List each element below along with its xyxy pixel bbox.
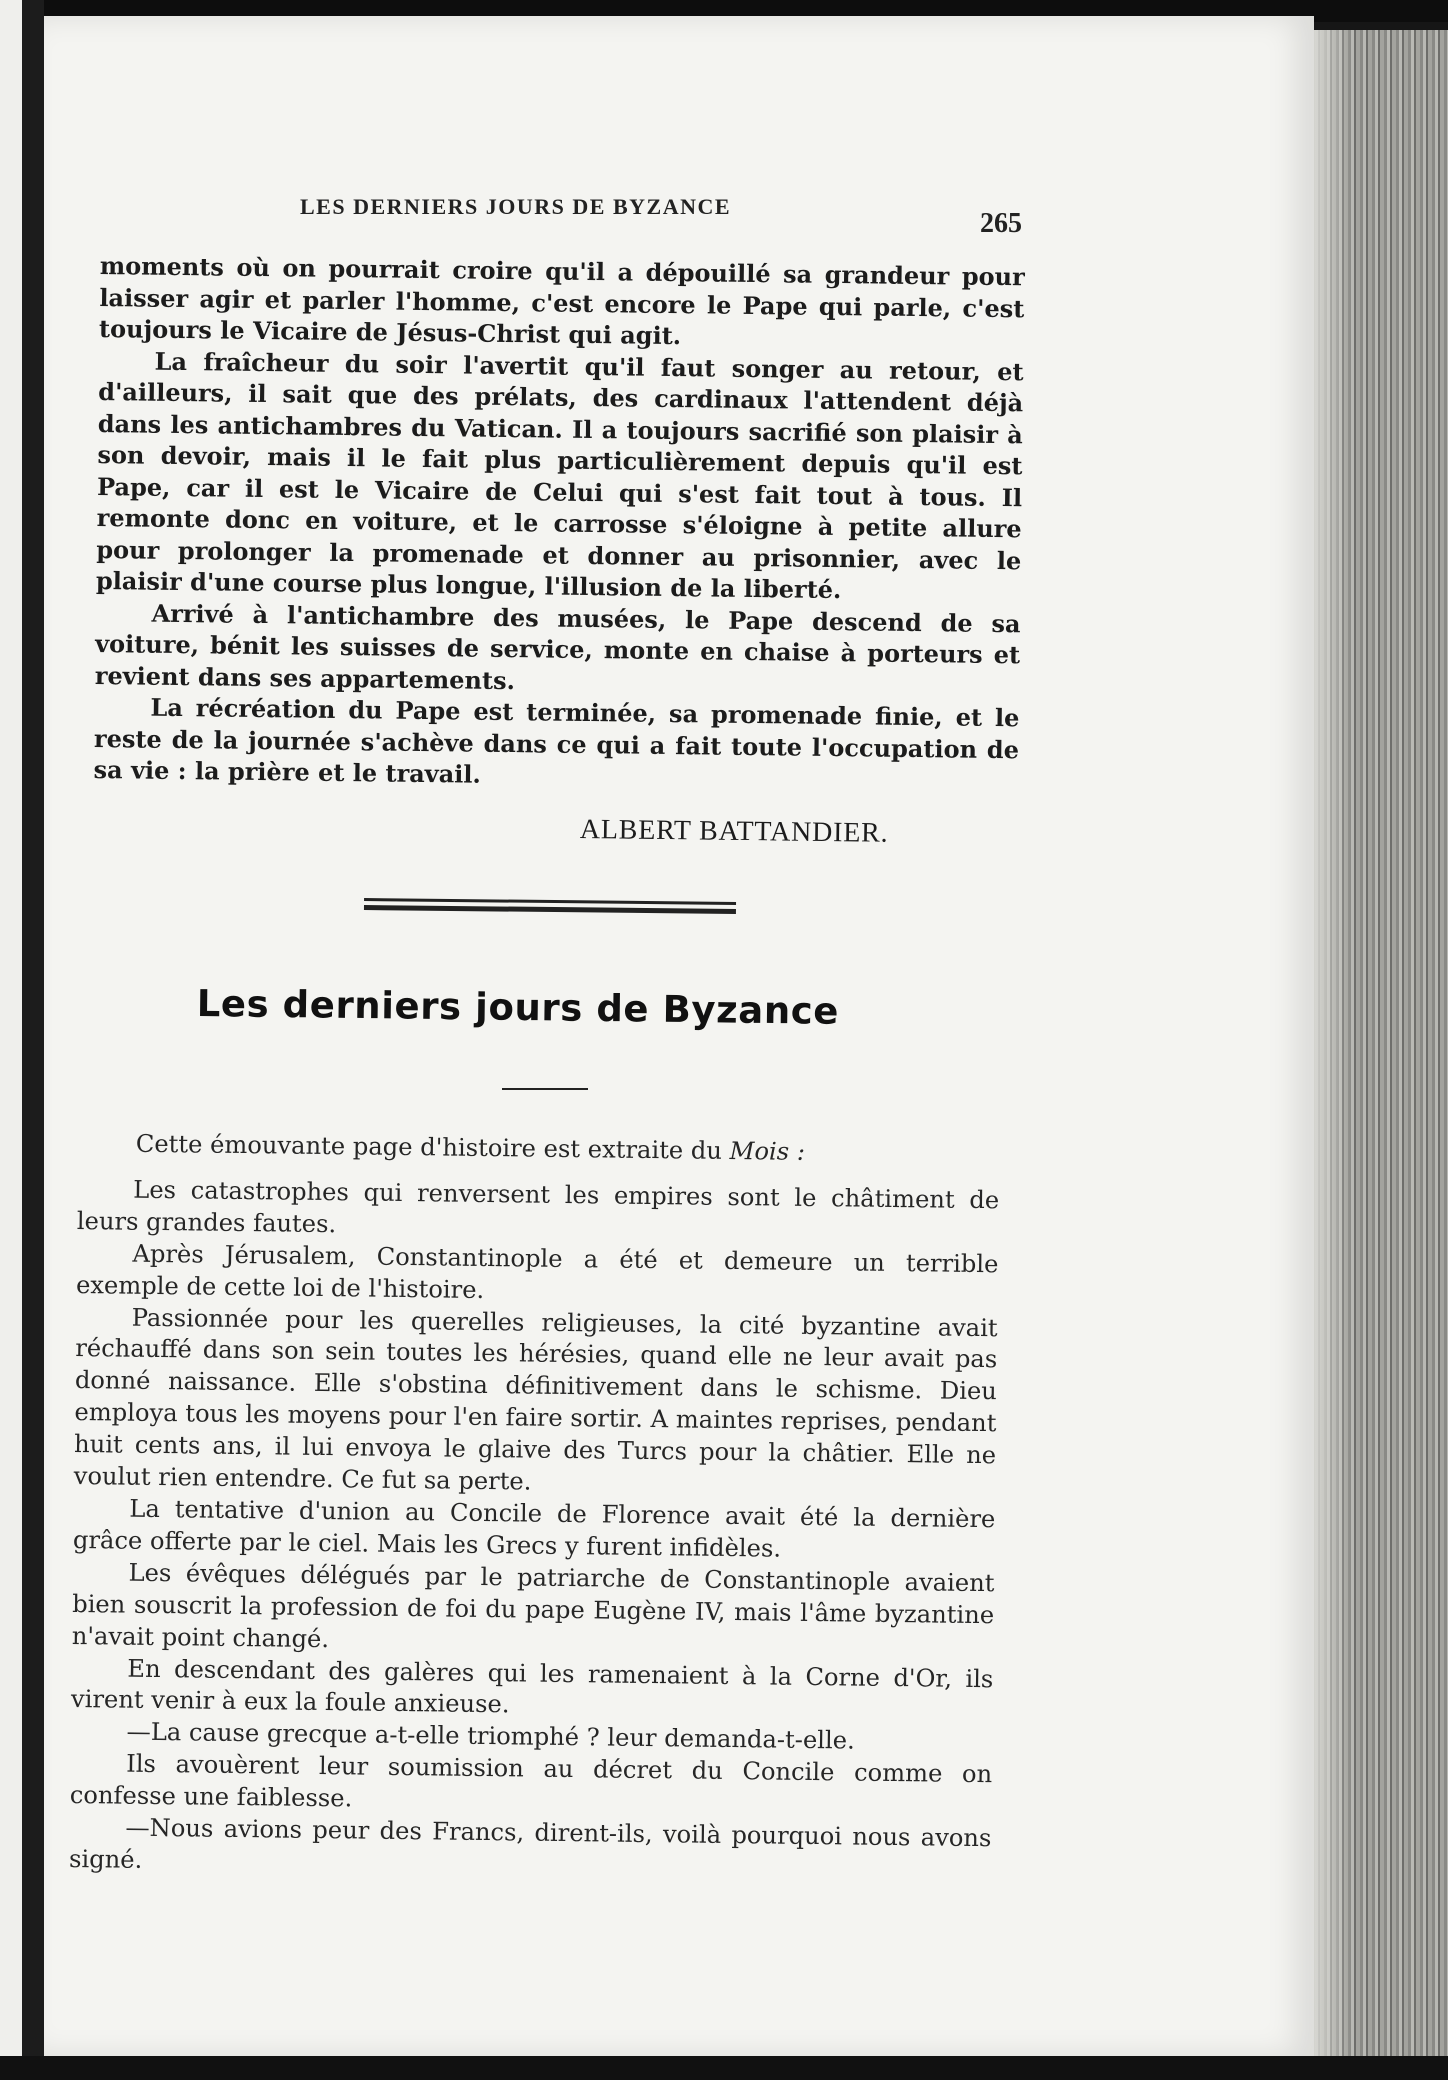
paragraph: Ils avouèrent leur soumission au décret du Concile comme on confesse une faiblesse.	[69, 1749, 993, 1813]
left-page-edge	[0, 0, 44, 2080]
paragraph: —Nous avions peur des Francs, dirent-ils, voilà pourquoi nous avons signé.	[68, 1813, 992, 1874]
paragraph: Les catastrophes qui renversent les empires sont le châtiment de leurs grandes fautes.	[76, 1175, 1000, 1238]
intro-source: Mois :	[729, 1136, 806, 1166]
paragraph: Les évêques délégués par le patriarche de Constantinople avaient bien souscrit la profession de foi du pape Eugène IV, mais l'âme byzantine n'avait point changé.	[71, 1558, 995, 1653]
page-number: 265	[980, 208, 1022, 239]
article-title: Les derniers jours de Byzance	[196, 982, 840, 1033]
paragraph: —La cause grecque a-t-elle triomphé ? leur demanda-t-elle.	[126, 1717, 855, 1755]
paragraph: moments où on pourrait croire qu'il a dépouillé sa grandeur pour laisser agir et parler l'homme, c'est encore le Pape qui parle, c'est toujours le Vicaire de Jésus-Christ qui agit.	[98, 250, 1025, 351]
author-signature: ALBERT BATTANDIER.	[579, 814, 889, 849]
paragraph: La tentative d'union au Concile de Florence avait été la dernière grâce offerte par le ciel. Mais les Grecs y furent infidèles.	[72, 1494, 996, 1563]
intro-text: Cette émouvante page d'histoire est extraite du	[135, 1129, 723, 1165]
paragraph: En descendant des galères qui les ramenaient à la Corne d'Or, ils virent venir à eux la foule anxieuse.	[70, 1654, 994, 1719]
previous-article-text	[93, 250, 1024, 797]
bottom-shadow-edge	[0, 2056, 1448, 2080]
title-underline	[502, 1088, 588, 1090]
paragraph: Passionnée pour les querelles religieuses, la cité byzantine avait réchauffé dans son sein toutes les hérésies, quand elle ne leur avait pas donné naissance. Elle s'obstina définitivement dans le schisme. Dieu employa tous les moyens pour l'en faire sortir. A maintes reprises, pendant huit cents ans, il lui envoya le glaive des Turcs pour la châtier. Elle ne voulut rien entendre. Ce fut sa perte.	[73, 1303, 998, 1496]
paragraph: La récréation du Pape est terminée, sa promenade finie, et le reste de la journée s'achève dans ce qui a fait toute l'occupation de sa vie : la prière et le travail.	[93, 692, 1020, 789]
gutter-shade	[1312, 30, 1352, 2080]
paragraph: La fraîcheur du soir l'avertit qu'il faut songer au retour, et d'ailleurs, il sait que des prélats, des cardinaux l'attendent déjà dans les antichambres du Vatican. Il a toujours sacrifié son plaisir à son devoir, mais il le fait plus particulièrement depuis qu'il est Pape, car il est le Vicaire de Celui qui s'est fait tout à tous. Il remonte donc en voiture, et le carrosse s'éloigne à petite allure pour prolonger la promenade et donner au prisonnier, avec le plaisir d'une course plus longue, l'illusion de la liberté.	[95, 346, 1024, 605]
paragraph: Arrivé à l'antichambre des musées, le Pape descend de sa voiture, bénit les suisses de service, monte en chaise à porteurs et revient dans ses appartements.	[94, 598, 1021, 695]
paragraph: Après Jérusalem, Constantinople a été et demeure un terrible exemple de cette loi de l'histoire.	[75, 1239, 999, 1304]
running-head: LES DERNIERS JOURS DE BYZANCE	[300, 194, 732, 219]
article-text	[69, 1128, 1000, 1887]
